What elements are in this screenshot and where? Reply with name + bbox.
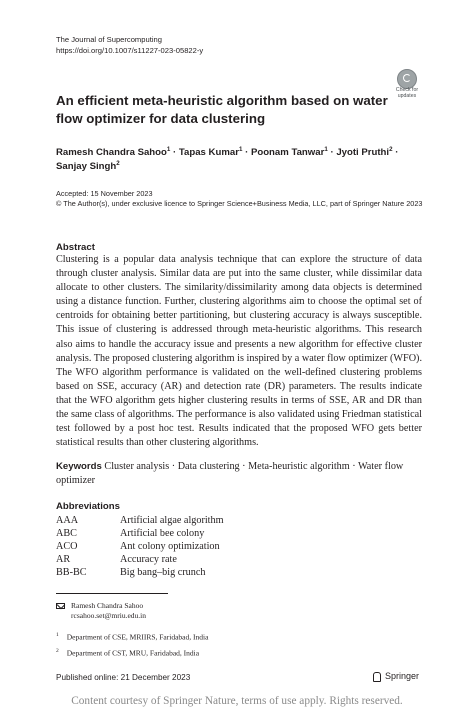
- author-list: Ramesh Chandra Sahoo$^1$ · Tapas Kumar$^1$ · Poonam Tanwar$^1$ · Jyoti Pruthi$^2$ · Sanjay Singh$^2$: [56, 145, 399, 172]
- keywords: [56, 460, 422, 488]
- publisher-logo[interactable]: [373, 671, 419, 682]
- author-affiliation-mark: 2: [116, 159, 120, 167]
- abbreviation-row: [56, 527, 224, 540]
- journal-name: The Journal of Supercomputing: [56, 35, 162, 44]
- published-date: Published online: 21 December 2023: [56, 673, 191, 682]
- abbreviation-row: [56, 514, 224, 527]
- author-affiliation-mark: 1: [166, 145, 171, 153]
- envelope-icon: [56, 603, 65, 609]
- abbreviations-table: [56, 514, 224, 579]
- courtesy-watermark: Content courtesy of Springer Nature, terms of use apply. Rights reserved.: [71, 695, 403, 707]
- copyright-notice: © The Author(s), under exclusive licence to Springer Science+Business Media, LLC, part of Springer Nature 2023: [56, 199, 423, 209]
- author-name[interactable]: Jyoti Pruthi: [336, 147, 390, 158]
- abbreviation-code: ABC: [56, 528, 77, 539]
- author-affiliation-mark: 2: [389, 145, 393, 153]
- abbreviation-code: BB-BC: [56, 567, 87, 578]
- journal-header: [56, 34, 203, 56]
- paper-title: An efficient meta-heuristic algorithm based on water flow optimizer for data clustering: [56, 93, 388, 126]
- abbreviation-meaning: Accuracy rate: [120, 554, 177, 565]
- author-name[interactable]: Sanjay Singh: [56, 161, 117, 172]
- author-name[interactable]: Tapas Kumar: [178, 147, 239, 158]
- keywords-label: Keywords: [56, 461, 102, 472]
- corresponding-author-name: Ramesh Chandra Sahoo: [71, 601, 144, 610]
- corresponding-author-email[interactable]: rcsahoo.set@mriu.edu.in: [71, 611, 147, 620]
- journal-doi-link[interactable]: https://doi.org/10.1007/s11227-023-05822-y: [56, 46, 204, 55]
- affiliation-text: Department of CST, MRU, Faridabad, India: [66, 648, 200, 658]
- abbreviation-meaning: Big bang–big crunch: [120, 567, 206, 578]
- abbreviation-code: AAA: [56, 515, 79, 526]
- check-for-updates-icon: [397, 69, 417, 89]
- abbreviation-meaning: Ant colony optimization: [120, 541, 220, 552]
- accepted-date: Accepted: 15 November 2023: [56, 189, 153, 198]
- abbreviation-meaning: Artificial algae algorithm: [120, 515, 224, 526]
- abbreviation-row: [56, 553, 224, 566]
- affiliation-1: [56, 630, 208, 643]
- abstract-text: Clustering is a popular data analysis technique that can explore the structure of data through cluster analysis. Similar data are put into the same cluster, while dissimilar data allocate to other clusters. The similarity/dissimilarity among data objects is determined using a distance function. Further, clustering algorithms aim to choose the optimal set of centroids for obtaining better partitioning, but clustering accuracy is always susceptible. This issue of clustering is addressed through meta-heuristic algorithms. This research also aims to handle the accuracy issue and presents a new algorithm for effective cluster analysis. The proposed clustering algorithm is inspired by a water flow optimizer (WFO). The WFO algorithm performance is validated on the well-defined clustering problems based on SSE, accuracy (AR) and detection rate (DR) parameters. The results indicate that the WFO algorithm gets higher clustering results in terms of SSE, AR and DR than the same class of algorithms. The performance is also validated using Friedman statistical test followed by a post hoc test. Results indicated that the proposed WFO gets better statistical results than other clustering algorithms.: [56, 254, 422, 449]
- abstract-heading: Abstract: [56, 242, 95, 253]
- author-name[interactable]: Ramesh Chandra Sahoo: [56, 147, 167, 158]
- abbreviation-meaning: Artificial bee colony: [120, 528, 205, 539]
- affiliation-number: 1: [56, 632, 59, 638]
- badge-line-2: updates: [397, 93, 417, 99]
- abbreviation-code: ACO: [56, 541, 78, 552]
- footnote-divider: [56, 593, 168, 594]
- springer-horse-icon: [373, 672, 381, 682]
- keywords-text: Cluster analysis · Data clustering · Meta-heuristic algorithm · Water flow optimizer: [56, 461, 404, 487]
- correspondence: [56, 601, 146, 621]
- affiliation-number: 2: [56, 648, 59, 654]
- abbreviation-code: AR: [56, 554, 71, 565]
- article-meta: [56, 189, 428, 209]
- affiliation-2: [56, 646, 199, 659]
- abbreviation-row: [56, 566, 224, 579]
- author-affiliation-mark: 1: [238, 145, 243, 153]
- author-affiliation-mark: 1: [324, 145, 328, 153]
- author-name[interactable]: Poonam Tanwar: [250, 147, 325, 158]
- abbreviations-heading: Abbreviations: [56, 501, 120, 512]
- badge-line-1: Check for: [395, 87, 419, 93]
- publisher-name: Springer: [385, 671, 420, 681]
- check-for-updates-badge[interactable]: [392, 69, 422, 99]
- affiliation-text: Department of CSE, MRIIRS, Faridabad, India: [66, 632, 209, 642]
- abbreviation-row: [56, 540, 224, 553]
